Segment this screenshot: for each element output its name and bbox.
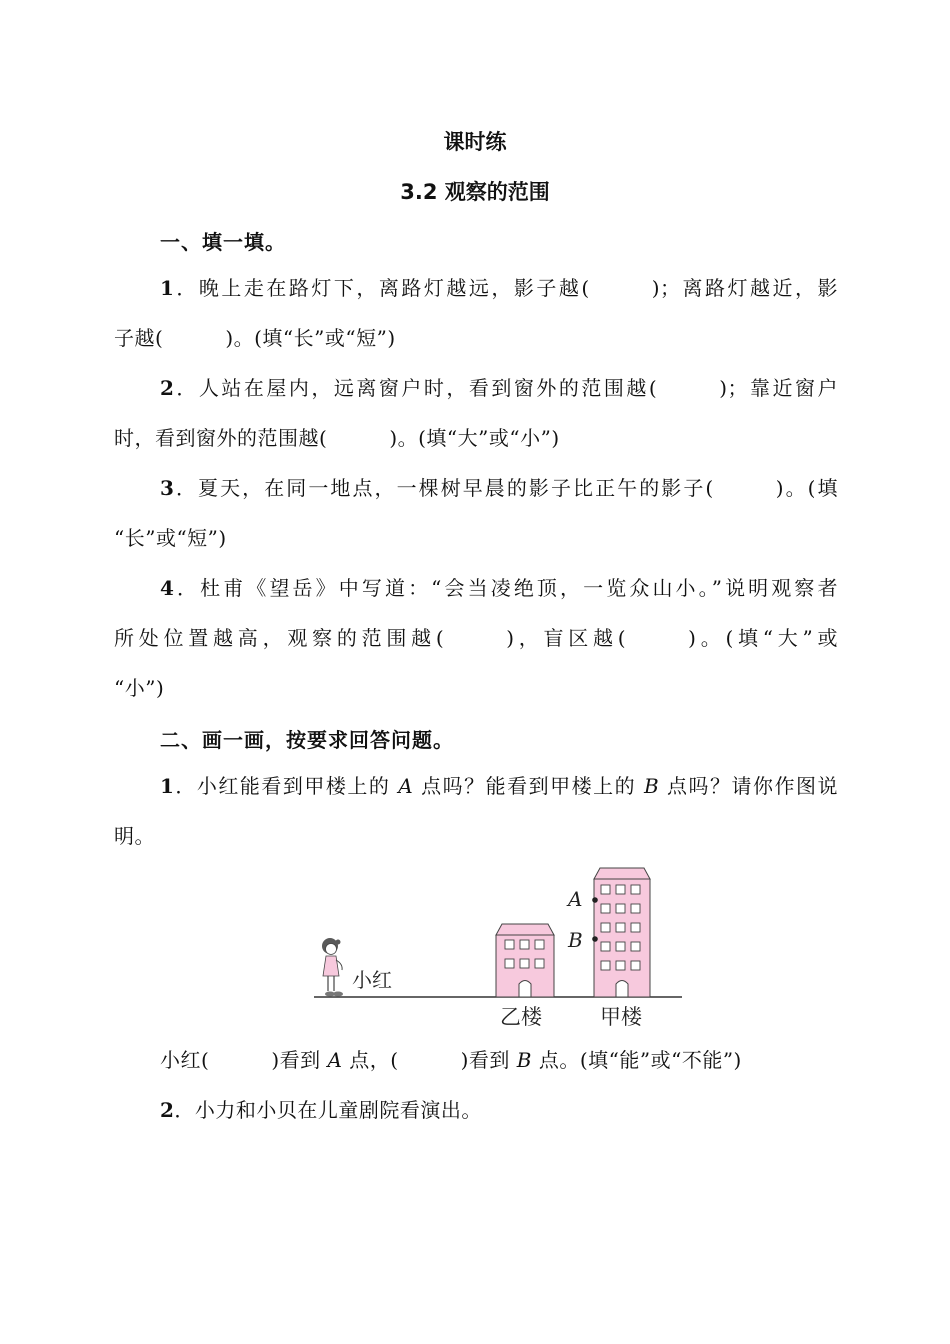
figure-answer-line (160, 1045, 838, 1075)
question-text: )。(填“大”或“小”) (389, 426, 560, 450)
question-number: 1 (160, 774, 175, 798)
question-text: “长”或“短”) (114, 526, 227, 550)
girl-shoe (333, 992, 343, 997)
point-b-label: B (516, 1048, 532, 1072)
draw-question-1-line-2 (114, 821, 838, 851)
question-number: 2 (160, 376, 175, 400)
building-yi-label: 乙楼 (500, 1005, 542, 1029)
question-4-line-1 (160, 573, 838, 603)
window (631, 961, 640, 970)
question-text: )看到 (271, 1048, 328, 1072)
question-3-line-1 (160, 473, 838, 503)
window (631, 904, 640, 913)
question-text: 所处位置越高，观察的范围越( (114, 626, 445, 650)
question-text: )。(填 (775, 476, 838, 500)
draw-question-2-line-1 (160, 1095, 838, 1125)
question-text: 点，( (342, 1048, 399, 1072)
question-text: ．杜甫《望岳》中写道：“会当凌绝顶，一览众山小。”说明观察者 (174, 576, 838, 600)
window (616, 885, 625, 894)
question-4-line-3 (114, 673, 838, 703)
question-text: )；离路灯越近，影 (651, 276, 838, 300)
question-text: 小红( (160, 1048, 210, 1072)
window (505, 959, 514, 968)
window (601, 942, 610, 951)
section-draw: 二、画一画，按要求回答问题。 (160, 728, 454, 752)
window (601, 923, 610, 932)
question-text: ．人站在屋内，远离窗户时，看到窗外的范围越( (174, 376, 658, 400)
window (616, 923, 625, 932)
question-number: 3 (160, 476, 175, 500)
window (631, 885, 640, 894)
girl-figure (322, 938, 343, 997)
window (505, 940, 514, 949)
window (520, 959, 529, 968)
question-2-line-2 (114, 423, 838, 453)
question-2-line-1 (160, 373, 838, 403)
point-a-marker (592, 897, 598, 903)
girl-face (326, 944, 337, 955)
girl-label: 小红 (352, 968, 392, 992)
window (631, 942, 640, 951)
question-text: ．小力和小贝在儿童剧院看演出。 (174, 1098, 482, 1122)
question-text: ．小红能看到甲楼上的 (174, 774, 399, 798)
question-number: 4 (160, 576, 175, 600)
question-1-line-1 (160, 273, 838, 303)
window (535, 959, 544, 968)
question-text: )。(填“长”或“短”) (225, 326, 396, 350)
question-text: 时，看到窗外的范围越( (114, 426, 328, 450)
point-b-label: B (643, 774, 660, 798)
point-a-label: A (398, 774, 414, 798)
point-b-label: B (568, 928, 583, 952)
question-text: )，盲区越( (506, 626, 627, 650)
building-yi-door (519, 981, 531, 998)
window (601, 961, 610, 970)
question-text: 子越( (114, 326, 164, 350)
question-1-line-2 (114, 323, 838, 353)
page-title: 课时练 (443, 130, 507, 154)
building-jia-body (594, 879, 650, 997)
building-jia-label: 甲楼 (600, 1005, 642, 1029)
window (616, 942, 625, 951)
question-number: 2 (160, 1098, 175, 1122)
window (601, 885, 610, 894)
question-text: 点吗？能看到甲楼上的 (413, 774, 644, 798)
point-b-marker (592, 936, 598, 942)
building-jia (594, 868, 650, 997)
window (631, 923, 640, 932)
question-number: 1 (160, 276, 175, 300)
window (616, 904, 625, 913)
window (520, 940, 529, 949)
question-text: 点。(填“能”或“不能”) (531, 1048, 742, 1072)
question-text: 明。 (114, 824, 155, 848)
building-jia-door (616, 981, 628, 998)
draw-question-1-line-1 (160, 771, 838, 801)
girl-dress (323, 956, 339, 976)
question-4-line-2 (114, 623, 838, 653)
building-yi (496, 924, 554, 997)
point-a-label: A (568, 887, 583, 911)
girl-bun (336, 940, 341, 945)
window (616, 961, 625, 970)
page-subtitle: 3.2 观察的范围 (400, 180, 550, 204)
buildings-figure (300, 860, 700, 1040)
question-text: ．晚上走在路灯下，离路灯越远，影子越( (174, 276, 590, 300)
building-jia-roof (594, 868, 650, 879)
section-fill-in: 一、填一填。 (160, 230, 286, 254)
question-text: “小”) (114, 676, 165, 700)
building-yi-roof (496, 924, 554, 935)
question-text: 点吗？请你作图说 (659, 774, 839, 798)
point-a-label: A (327, 1048, 343, 1072)
window (535, 940, 544, 949)
window (601, 904, 610, 913)
question-text: )；靠近窗户 (719, 376, 838, 400)
question-text: ．夏天，在同一地点，一棵树早晨的影子比正午的影子( (174, 476, 714, 500)
question-text: )。(填“大”或 (688, 626, 839, 650)
question-3-line-2 (114, 523, 838, 553)
question-text: )看到 (460, 1048, 517, 1072)
